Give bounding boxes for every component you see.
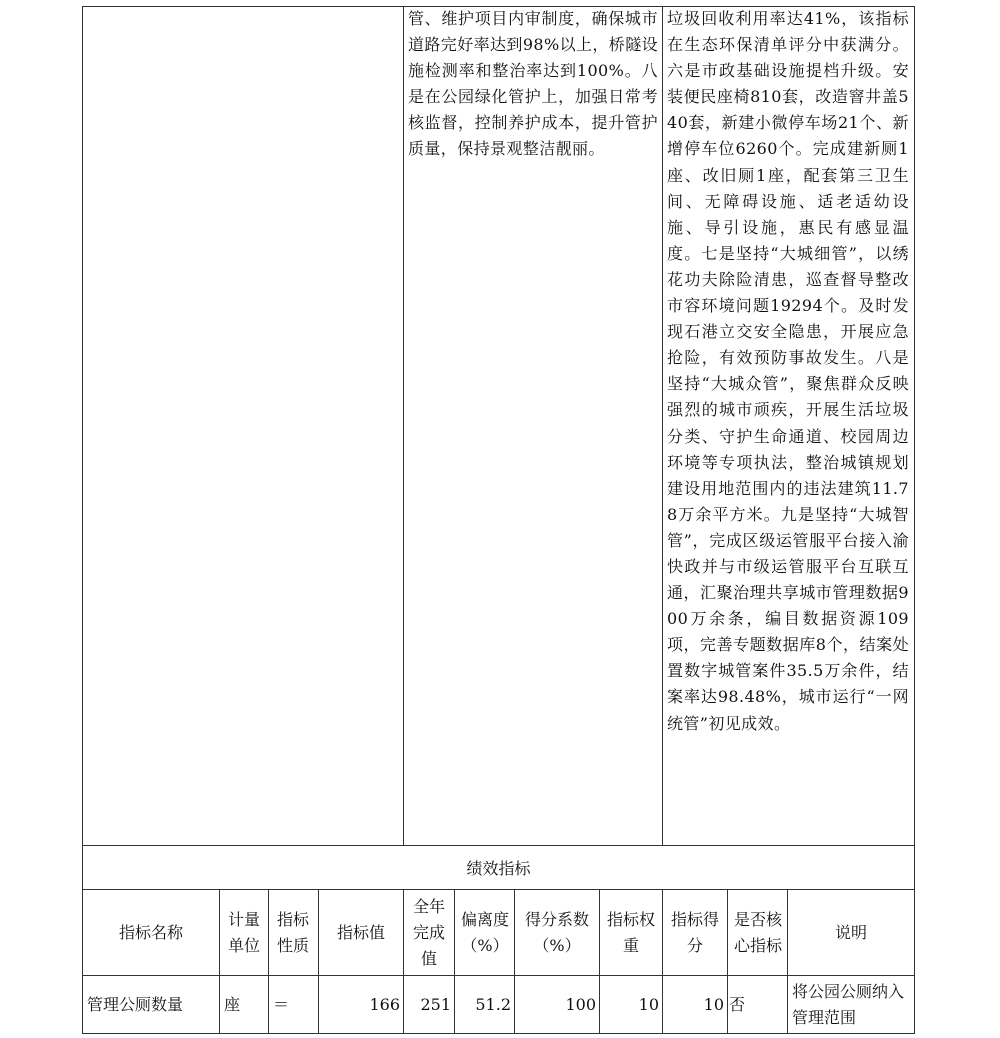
row-nature: ＝ — [273, 994, 290, 1014]
row-score-coefficient: 100 — [565, 994, 596, 1014]
text-block-right: 垃圾回收利用率达41%，该指标在生态环保清单评分中获满分。六是市政基础设施提档升级。安装便民座椅810套，改造窨井盖540套，新建小微停车场21个、新增停车位6260个。完成建新厕1座、改旧厕1座，配套第三卫生间、无障碍设施、适老适幼设施、导引设施，惠民有感显温度。七是坚持“大城细管”，以绣花功夫除险清患，巡查督导整改市容环境问题19294个。及时发现石港立交安全隐患，开展应急抢险，有效预防事故发生。八是坚持“大城众管”，聚焦群众反映强烈的城市顽疾，开展生活垃圾分类、守护生命通道、校园周边环境等专项执法，整治城镇规划建设用地范围内的违法建筑11.78万余平方米。九是坚持“大城智管”，完成区级运管服平台接入渝快政并与市级运管服平台互联互通，汇聚治理共享城市管理数据900万余条，编目数据资源109项，完善专题数据库8个，结案处置数字城管案件35.5万余件，结案率达98.48%，城市运行“一网统管”初见成效。 — [667, 9, 909, 733]
header-score-coefficient: 得分系数（%） — [524, 909, 589, 955]
row-weight: 10 — [638, 994, 659, 1014]
row-actual-value: 251 — [420, 994, 451, 1014]
row-unit: 座 — [224, 994, 241, 1014]
header-nature: 指标性质 — [276, 909, 309, 955]
row-score: 10 — [703, 994, 724, 1014]
header-weight: 指标权重 — [606, 909, 655, 955]
row-core: 否 — [729, 994, 746, 1014]
header-core: 是否核心指标 — [733, 909, 782, 955]
row-deviation: 51.2 — [475, 994, 511, 1014]
header-note: 说明 — [834, 922, 867, 942]
row-note: 将公园公厕纳入管理范围 — [792, 981, 905, 1027]
header-deviation: 偏离度（%） — [460, 909, 509, 955]
header-actual-value: 全年完成值 — [412, 896, 445, 968]
text-block-middle: 管、维护项目内审制度，确保城市道路完好率达到98%以上，桥隧设施检测率和整治率达到100%。八是在公园绿化管护上，加强日常考核监督，控制养护成本，提升管护质量，保持景观整洁靓丽。 — [408, 9, 658, 159]
section-title: 绩效指标 — [466, 859, 531, 878]
row-target-value: 166 — [369, 994, 400, 1014]
header-target-value: 指标值 — [336, 922, 385, 942]
row-indicator-name: 管理公厕数量 — [87, 994, 184, 1014]
header-indicator-name: 指标名称 — [118, 922, 183, 942]
header-unit: 计量单位 — [227, 909, 260, 955]
header-score: 指标得分 — [670, 909, 719, 955]
